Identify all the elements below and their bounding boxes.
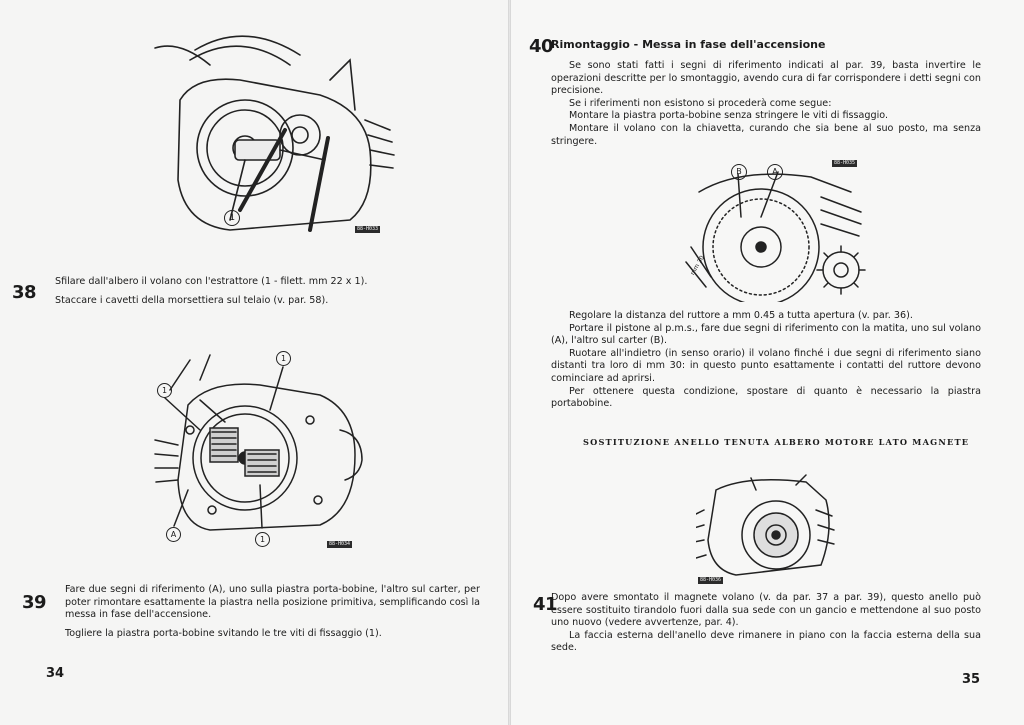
paragraph-38-line-1: Sfilare dall'albero il volano con l'estrattore (1 - filett. mm 22 x 1). [55,276,368,287]
paragraph-41-p2: La faccia esterna dell'anello deve rimanere in piano con la faccia esterna della sua sede. [551,629,981,654]
section-heading-oil-seal: SOSTITUZIONE ANELLO TENUTA ALBERO MOTORE LATO MAGNETE [583,437,970,447]
paragraph-39-body: Fare due segni di riferimento (A), uno sulla piastra porta-bobine, l'altro sul carter, per poter rimontare esattamente la piastra nella posizione primitiva, semplificando così la messa in fase dell'accensione. [65,584,480,621]
oil-seal-illustration [696,470,836,582]
callout-1-left: 1 [157,383,172,398]
callout-b: B [731,164,747,180]
paragraph-40b-p4: Per ottenere questa condizione, spostare di quanto è necessario la piastra portabobine. [551,385,981,410]
callout-1-bottom: 1 [255,532,270,547]
dimension-label: mm 30 [689,254,706,277]
page-number-left: 34 [46,666,65,681]
paragraph-38-line-2: Staccare i cavetti della morsettiera sul telaio (v. par. 58). [55,294,329,306]
paragraph-40-text [551,60,981,148]
coil-plate-illustration [150,350,365,550]
paragraph-number-38: 38 [12,282,37,303]
paragraph-40-p3: Montare la piastra porta-bobine senza stringere le viti di fissaggio. [569,110,888,122]
figure-code: 88-H035 [834,160,856,166]
paragraph-40b-p3: Ruotare all'indietro (in senso orario) il volano finché i due segni di riferimento siano distanti tra loro di mm 30: in questo punto esattamente i contatti del ruttore devono cominciare ad aprirsi. [551,347,981,384]
paragraph-39-line-2: Togliere la piastra porta-bobine svitando le tre viti di fissaggio (1). [65,627,382,639]
callout-a: A [166,527,181,542]
figure-flywheel-puller [150,20,400,250]
paragraph-40-p1: Se sono stati fatti i segni di riferimento indicati al par. 39, basta invertire le operazioni descritte per lo smontaggio, avendo cura di far corrispondere i detti segni con precisione. [551,60,981,97]
figure-code: 88-H033 [357,226,379,232]
paragraph-number-41: 41 [533,594,558,615]
paragraph-number-39: 39 [22,592,47,613]
callout-a: A [767,164,783,180]
paragraph-40b-p2: Portare il pistone al p.m.s., fare due segni di riferimento con la matita, uno sul volano (A), l'altro sul carter (B). [551,322,981,347]
right-page [511,0,1024,725]
paragraph-41-text [551,592,981,655]
paragraph-40-p4: Montare il volano con la chiavetta, curando che sia bene al suo posto, ma senza stringere. [551,122,981,147]
callout-1: 1 [224,210,240,226]
figure-code: 88-H034 [329,541,351,547]
paragraph-41-p1: Dopo avere smontato il magnete volano (v. da par. 37 a par. 39), questo anello può essere sostituito tirandolo fuori dalla sua sede con un gancio e mettendone al suo posto uno nuovo (vedere avvertenze, par. 4). [551,592,981,629]
figure-oil-seal [696,470,836,582]
figure-code: 88-H036 [700,577,722,583]
paragraph-40b-p1: Regolare la distanza del ruttore a mm 0.45 a tutta apertura (v. par. 36). [569,310,913,321]
left-page [0,0,508,725]
flywheel-puller-illustration [150,20,400,250]
figure-coil-plate [150,350,365,550]
callout-1-top: 1 [276,351,291,366]
paragraph-38-text [55,276,475,307]
paragraph-40-continued [551,310,981,411]
page-number-right: 35 [962,672,981,687]
paragraph-39-text [65,584,480,640]
section-heading-40: Rimontaggio - Messa in fase dell'accensione [551,38,826,51]
paragraph-number-40: 40 [529,36,554,57]
paragraph-40-p2: Se i riferimenti non esistono si procederà come segue: [569,97,832,109]
